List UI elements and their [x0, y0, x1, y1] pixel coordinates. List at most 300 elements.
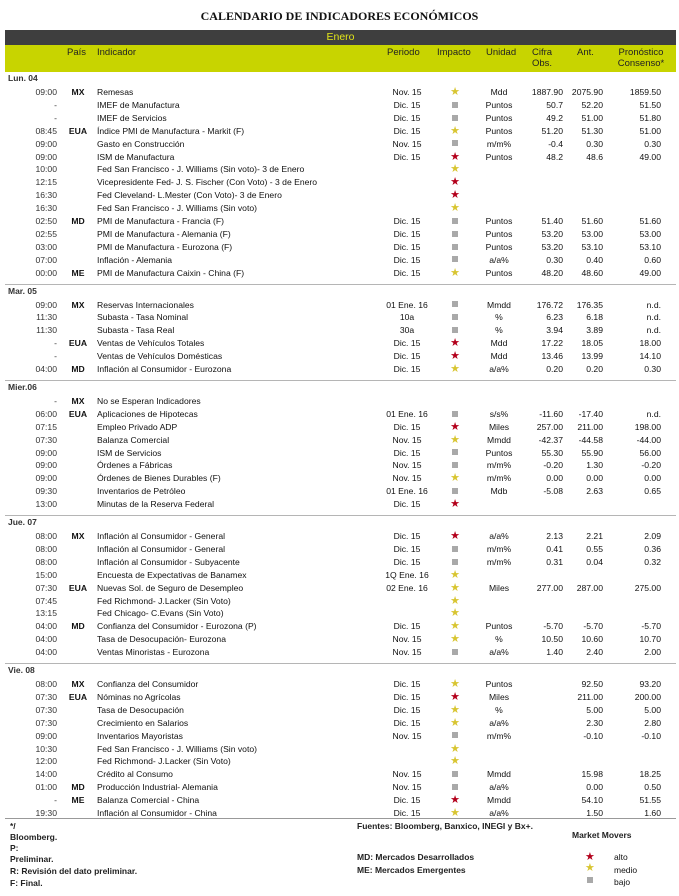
table-row	[5, 691, 676, 704]
legend-bajo-icon	[587, 875, 593, 885]
table-row	[5, 241, 676, 254]
obs-cell: 176.72	[536, 299, 563, 310]
table-row	[5, 485, 676, 498]
indicator-cell: Inflación - Alemania	[97, 254, 172, 265]
ant-cell: -44.58	[578, 434, 603, 445]
unit-cell: Mdd	[490, 338, 508, 349]
ant-cell: 53.00	[581, 228, 603, 239]
unit-cell: Mdb	[490, 486, 508, 497]
impact-low-square-icon	[452, 462, 458, 468]
time-cell: 08:00	[35, 556, 57, 567]
forecast-cell: 51.80	[639, 112, 661, 123]
footer-sources: Fuentes: Bloomberg, Banxico, INEGI y Bx+.	[357, 821, 533, 831]
period-cell: 30a	[399, 325, 415, 336]
ant-cell: 1.50	[586, 808, 603, 818]
legend-medio-icon: ★	[585, 862, 595, 874]
table-header	[5, 45, 676, 72]
obs-cell: 49.2	[546, 112, 563, 123]
impact-cell	[445, 485, 465, 498]
impact-cell	[445, 646, 465, 659]
indicator-cell: IMEF de Servicios	[97, 112, 167, 123]
table-row	[5, 459, 676, 472]
unit-cell: %	[495, 312, 503, 323]
table-row	[5, 86, 676, 99]
indicator-cell: Fed Richmond- J.Lacker (Sin Voto)	[97, 756, 231, 767]
time-cell: 07:30	[35, 717, 57, 728]
indicator-cell: Inventarios Mayoristas	[97, 730, 183, 741]
ant-cell: 0.00	[586, 782, 603, 793]
impact-cell	[445, 794, 465, 807]
forecast-cell: -0.20	[641, 460, 661, 471]
period-cell: Dic. 15	[393, 112, 421, 123]
time-cell: -	[54, 112, 57, 123]
indicator-cell: Crecimiento en Salarios	[97, 717, 189, 728]
ant-cell: 5.00	[586, 704, 603, 715]
country-cell: EUA	[68, 582, 88, 593]
country-cell: EUA	[68, 691, 88, 702]
period-cell: Dic. 15	[393, 621, 421, 632]
forecast-cell: 53.10	[639, 241, 661, 252]
table-row	[5, 447, 676, 460]
footer-note-bloomberg: Bloomberg.	[10, 832, 58, 842]
period-cell: Nov. 15	[392, 473, 422, 484]
unit-cell: Puntos	[485, 267, 513, 278]
obs-cell: 48.2	[546, 151, 563, 162]
ant-cell: 0.04	[586, 556, 603, 567]
table-row	[5, 125, 676, 138]
time-cell: 07:30	[35, 434, 57, 445]
ant-cell: 0.55	[586, 543, 603, 554]
ant-cell: 55.90	[581, 447, 603, 458]
impact-low-square-icon	[452, 546, 458, 552]
period-cell: Dic. 15	[393, 216, 421, 226]
forecast-cell: 51.55	[639, 795, 661, 806]
indicator-cell: Fed San Francisco - J. Williams (Sin voto)- 3 de Enero	[97, 164, 305, 175]
period-cell: Dic. 15	[393, 531, 421, 541]
obs-cell: 1.40	[546, 647, 563, 658]
time-cell: 07:30	[35, 704, 57, 715]
impact-medium-star-icon: ★	[450, 124, 460, 137]
country-cell: EUA	[68, 125, 88, 136]
impact-low-square-icon	[452, 314, 458, 320]
header-indicador: Indicador	[97, 47, 137, 58]
impact-cell	[445, 678, 465, 691]
time-cell: 09:00	[35, 730, 57, 741]
ant-cell: 18.05	[581, 338, 603, 349]
time-cell: 07:45	[35, 595, 57, 606]
unit-cell: Mmdd	[487, 795, 511, 806]
footer-note-star: */	[10, 821, 16, 831]
indicator-cell: IMEF de Manufactura	[97, 99, 180, 110]
impact-high-star-icon: ★	[450, 150, 460, 163]
table-row	[5, 620, 676, 633]
period-cell: Dic. 15	[393, 99, 421, 110]
unit-cell: %	[495, 704, 503, 715]
country-cell: EUA	[68, 338, 88, 349]
unit-cell: a/a%	[489, 808, 509, 818]
indicator-cell: Órdenes de Bienes Durables (F)	[97, 473, 221, 484]
impact-medium-star-icon: ★	[450, 581, 460, 594]
time-cell: 09:00	[35, 138, 57, 149]
time-cell: 09:00	[35, 151, 57, 162]
impact-cell	[445, 408, 465, 421]
time-cell: 16:30	[35, 190, 57, 201]
impact-cell	[445, 620, 465, 633]
unit-cell: a/a%	[489, 364, 509, 374]
table-row	[5, 421, 676, 434]
ant-cell: 51.30	[581, 125, 603, 136]
obs-cell: 0.30	[546, 254, 563, 265]
day-label: Jue. 07	[8, 517, 37, 527]
obs-cell: -5.08	[543, 486, 563, 497]
ant-cell: 2.21	[586, 531, 603, 541]
impact-cell	[445, 556, 465, 569]
footer-me: ME: Mercados Emergentes	[357, 865, 466, 875]
impact-cell	[445, 112, 465, 125]
ant-cell: 48.60	[581, 267, 603, 278]
country-cell: MX	[71, 531, 85, 541]
obs-cell: 1887.90	[531, 87, 563, 97]
forecast-cell: 49.00	[639, 267, 661, 278]
unit-cell: Puntos	[485, 241, 513, 252]
forecast-cell: 49.00	[639, 151, 661, 162]
unit-cell: %	[495, 325, 503, 336]
indicator-cell: Aplicaciones de Hipotecas	[97, 408, 198, 419]
impact-medium-star-icon: ★	[450, 363, 460, 375]
indicator-cell: Tasa de Desocupación- Eurozona	[97, 634, 226, 645]
ant-cell: 0.00	[586, 473, 603, 484]
forecast-cell: 200.00	[634, 691, 661, 702]
indicator-cell: Órdenes a Fábricas	[97, 460, 173, 471]
impact-high-star-icon: ★	[450, 176, 460, 189]
ant-cell: 211.00	[577, 421, 603, 432]
impact-cell	[445, 299, 465, 312]
forecast-cell: 14.10	[639, 351, 661, 362]
unit-cell: Puntos	[485, 99, 513, 110]
impact-cell	[445, 337, 465, 350]
impact-low-square-icon	[452, 488, 458, 494]
forecast-cell: 18.00	[639, 338, 661, 349]
time-cell: 07:30	[35, 691, 57, 702]
impact-medium-star-icon: ★	[450, 742, 460, 755]
table-row	[5, 395, 676, 408]
impact-cell	[445, 138, 465, 151]
ant-cell: 1.30	[586, 460, 603, 471]
unit-cell: a/a%	[489, 254, 509, 265]
time-cell: -	[54, 395, 57, 406]
day-label: Mar. 05	[8, 285, 37, 296]
country-cell: ME	[71, 267, 85, 278]
unit-cell: Miles	[488, 582, 510, 593]
impact-medium-star-icon: ★	[450, 433, 460, 446]
time-cell: 08:00	[35, 679, 57, 689]
impact-cell	[445, 704, 465, 717]
unit-cell: Puntos	[485, 679, 513, 689]
ant-cell: 10.60	[581, 634, 603, 645]
time-cell: 04:00	[35, 634, 57, 645]
time-cell: 02:55	[35, 228, 57, 239]
indicator-cell: Fed San Francisco - J. Williams (Sin voto)	[97, 743, 257, 754]
obs-cell: -0.20	[543, 460, 563, 471]
forecast-cell: n.d.	[646, 325, 661, 336]
impact-medium-star-icon: ★	[450, 678, 460, 690]
indicator-cell: No se Esperan Indicadores	[97, 395, 201, 406]
legend-title: Market Movers	[572, 830, 632, 840]
impact-high-star-icon: ★	[450, 794, 460, 807]
impact-low-square-icon	[452, 102, 458, 108]
country-cell: MX	[71, 299, 85, 310]
forecast-cell: 2.80	[644, 717, 661, 728]
forecast-cell: 0.50	[644, 782, 661, 793]
table-row	[5, 311, 676, 324]
unit-cell: m/m%	[486, 473, 512, 484]
period-cell: Dic. 15	[393, 421, 421, 432]
impact-medium-star-icon: ★	[450, 807, 460, 819]
table-row	[5, 530, 676, 543]
time-cell: 09:00	[35, 87, 57, 97]
country-cell: ME	[71, 795, 85, 806]
unit-cell: Mmdd	[487, 434, 511, 445]
forecast-cell: -44.00	[636, 434, 661, 445]
impact-cell	[445, 228, 465, 241]
forecast-cell: 275.00	[634, 582, 661, 593]
indicator-cell: PMI de Manufactura Caixin - China (F)	[97, 267, 245, 278]
footer-md: MD: Mercados Desarrollados	[357, 852, 475, 862]
unit-cell: m/m%	[486, 460, 512, 471]
period-cell: Dic. 15	[393, 338, 421, 349]
impact-cell	[445, 163, 465, 176]
impact-cell	[445, 363, 465, 376]
indicator-cell: PMI de Manufactura - Eurozona (F)	[97, 241, 233, 252]
impact-cell	[445, 530, 465, 543]
indicator-cell: Encuesta de Expectativas de Banamex	[97, 569, 247, 580]
time-cell: 08:00	[35, 531, 57, 541]
period-cell: Nov. 15	[392, 434, 422, 445]
table-row	[5, 556, 676, 569]
impact-medium-star-icon: ★	[450, 86, 460, 98]
indicator-cell: Inflación al Consumidor - China	[97, 808, 217, 818]
obs-cell: 6.23	[546, 312, 563, 323]
forecast-cell: 0.00	[644, 473, 661, 484]
impact-high-star-icon: ★	[450, 498, 460, 511]
table-row	[5, 704, 676, 717]
table-row	[5, 138, 676, 151]
indicator-cell: Confianza del Consumidor	[97, 679, 199, 689]
period-cell: Dic. 15	[393, 364, 421, 374]
time-cell: 09:00	[35, 299, 57, 310]
impact-low-square-icon	[452, 327, 458, 333]
ant-cell: 6.18	[586, 312, 603, 323]
period-cell: 10a	[399, 312, 415, 323]
header-cifra-obs: Cifra Obs.	[532, 47, 553, 69]
indicator-cell: Nuevas Sol. de Seguro de Desempleo	[97, 582, 244, 593]
obs-cell: -42.37	[538, 434, 563, 445]
ant-cell: 13.99	[581, 351, 603, 362]
unit-cell: m/m%	[486, 543, 512, 554]
impact-high-star-icon: ★	[450, 690, 460, 703]
day-label: Lun. 04	[8, 73, 38, 83]
period-cell: Dic. 15	[393, 241, 421, 252]
table-row	[5, 755, 676, 768]
obs-cell: 53.20	[541, 228, 563, 239]
obs-cell: 50.7	[546, 99, 563, 110]
table-row	[5, 633, 676, 646]
indicator-cell: ISM de Servicios	[97, 447, 162, 458]
impact-high-star-icon: ★	[450, 189, 460, 202]
time-cell: 04:00	[35, 364, 57, 374]
obs-cell: 51.20	[541, 125, 563, 136]
period-cell: Nov. 15	[392, 647, 422, 658]
table-row	[5, 434, 676, 447]
time-cell: 12:15	[35, 177, 57, 188]
time-cell: 10:30	[35, 743, 57, 754]
time-cell: 08:00	[35, 543, 57, 554]
impact-cell	[445, 691, 465, 704]
period-cell: Dic. 15	[393, 679, 421, 689]
month-band	[5, 30, 676, 45]
period-cell: Dic. 15	[393, 795, 421, 806]
forecast-cell: 0.36	[644, 543, 661, 554]
time-cell: 08:45	[35, 125, 57, 136]
table-row	[5, 363, 676, 376]
indicator-cell: Empleo Privado ADP	[97, 421, 178, 432]
indicator-cell: Inflación al Consumidor - General	[97, 531, 226, 541]
indicator-cell: Crédito al Consumo	[97, 769, 173, 780]
impact-high-star-icon: ★	[450, 530, 460, 542]
ant-cell: -5.70	[583, 621, 603, 632]
table-row	[5, 678, 676, 691]
impact-low-square-icon	[452, 244, 458, 250]
section-divider	[5, 515, 676, 516]
table-row	[5, 350, 676, 363]
unit-cell: Puntos	[485, 112, 513, 123]
header-pais: País	[67, 47, 87, 58]
table-row	[5, 254, 676, 267]
section-divider	[5, 284, 676, 285]
impact-cell	[445, 633, 465, 646]
table-row	[5, 189, 676, 202]
impact-low-square-icon	[452, 559, 458, 565]
ant-cell: 176.35	[576, 299, 603, 310]
obs-cell: 0.20	[546, 364, 563, 374]
impact-cell	[445, 781, 465, 794]
time-cell: 04:00	[35, 647, 57, 658]
impact-cell	[445, 447, 465, 460]
unit-cell: a/a%	[489, 531, 509, 541]
obs-cell: 257.00	[536, 421, 563, 432]
month-label: Enero	[326, 31, 355, 43]
period-cell: Dic. 15	[393, 125, 421, 136]
table-row	[5, 582, 676, 595]
table-row	[5, 299, 676, 312]
time-cell: 10:00	[35, 164, 57, 175]
impact-cell	[445, 421, 465, 434]
impact-cell	[445, 267, 465, 280]
forecast-cell: 0.60	[644, 254, 661, 265]
forecast-cell: 51.50	[639, 99, 661, 110]
indicator-cell: Confianza del Consumidor - Eurozona (P)	[97, 621, 257, 632]
impact-low-square-icon	[452, 449, 458, 455]
forecast-cell: 2.09	[644, 531, 661, 541]
unit-cell: Mmdd	[487, 299, 511, 310]
unit-cell: Puntos	[485, 228, 513, 239]
footer-note-preliminar: Preliminar.	[10, 854, 54, 864]
impact-cell	[445, 743, 465, 756]
obs-cell: -11.60	[539, 408, 563, 419]
obs-cell: 3.94	[546, 325, 563, 336]
unit-cell: Mdd	[490, 351, 508, 362]
ant-cell: 54.10	[581, 795, 603, 806]
time-cell: 06:00	[35, 408, 57, 419]
ant-cell: 0.40	[586, 254, 603, 265]
indicator-cell: Gasto en Construcción	[97, 138, 185, 149]
ant-cell: 0.30	[586, 138, 603, 149]
indicator-cell: Vicepresidente Fed- J. S. Fischer (Con Voto) - 3 de Enero	[97, 177, 318, 188]
period-cell: 02 Ene. 16	[386, 582, 428, 593]
impact-cell	[445, 582, 465, 595]
indicator-cell: Subasta - Tasa Real	[97, 325, 175, 336]
ant-cell: -0.10	[583, 730, 603, 741]
impact-medium-star-icon: ★	[450, 202, 460, 215]
table-row	[5, 202, 676, 215]
impact-medium-star-icon: ★	[450, 607, 460, 620]
impact-low-square-icon	[452, 732, 458, 738]
impact-low-square-icon	[452, 784, 458, 790]
forecast-cell: 18.25	[639, 769, 661, 780]
table-row	[5, 408, 676, 421]
table-row	[5, 267, 676, 280]
forecast-cell: 1859.50	[629, 87, 661, 97]
impact-cell	[445, 459, 465, 472]
obs-cell: -5.70	[543, 621, 563, 632]
ant-cell: 53.10	[581, 241, 603, 252]
table-row	[5, 99, 676, 112]
unit-cell: m/m%	[486, 138, 512, 149]
footer-note-final: F: Final.	[10, 878, 43, 888]
obs-cell: 10.50	[541, 634, 563, 645]
indicator-cell: Inventarios de Petróleo	[97, 486, 186, 497]
forecast-cell: 5.00	[644, 704, 661, 715]
time-cell: 16:30	[35, 203, 57, 214]
indicator-cell: Nóminas no Agrícolas	[97, 691, 181, 702]
period-cell: Nov. 15	[392, 138, 422, 149]
header-impacto: Impacto	[437, 47, 471, 58]
period-cell: Nov. 15	[392, 769, 422, 780]
time-cell: 13:00	[35, 499, 57, 510]
unit-cell: Puntos	[485, 447, 513, 458]
impact-medium-star-icon: ★	[450, 568, 460, 581]
impact-cell	[445, 768, 465, 781]
period-cell: 01 Ene. 16	[386, 299, 428, 310]
obs-cell: 0.41	[546, 543, 563, 554]
table-row	[5, 743, 676, 756]
section-divider	[5, 663, 676, 664]
forecast-cell: 51.00	[639, 125, 661, 136]
obs-cell: 51.40	[541, 216, 563, 226]
indicator-cell: Balanza Comercial	[97, 434, 170, 445]
impact-low-square-icon	[452, 115, 458, 121]
forecast-cell: 10.70	[639, 634, 661, 645]
table-row	[5, 730, 676, 743]
country-cell: MD	[71, 621, 85, 632]
impact-cell	[445, 730, 465, 743]
period-cell: Nov. 15	[392, 634, 422, 645]
period-cell: Dic. 15	[393, 254, 421, 265]
period-cell: 1Q Ene. 16	[385, 569, 429, 580]
impact-cell	[445, 215, 465, 228]
impact-cell	[445, 254, 465, 267]
forecast-cell: 1.60	[644, 808, 661, 818]
